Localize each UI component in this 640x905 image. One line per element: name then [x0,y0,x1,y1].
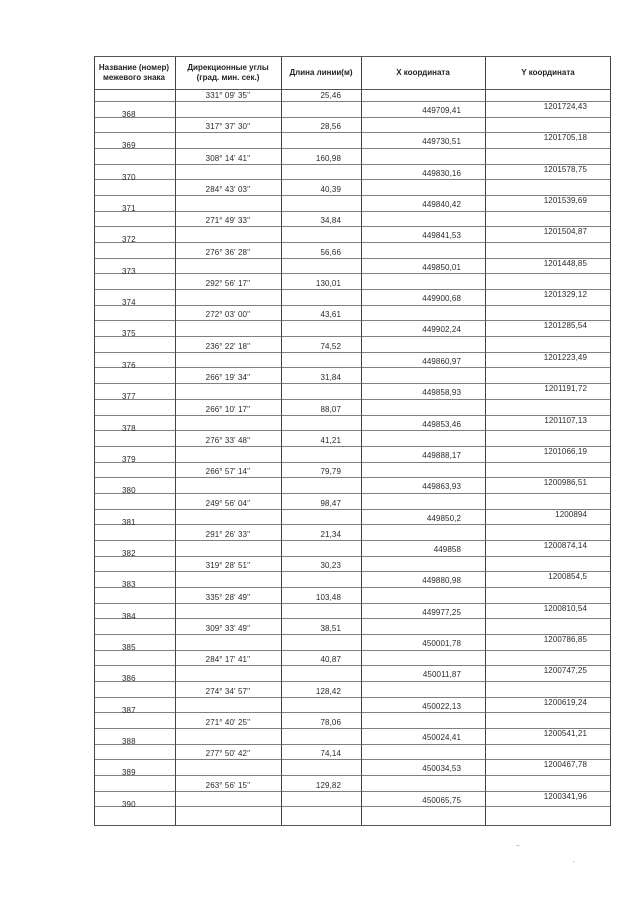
segment-angle: 284° 43' 03'' [205,185,251,194]
segment-angle: 271° 49' 33'' [205,216,251,225]
point-x-coordinate: 449841,53 [422,231,461,240]
point-number: 376 [122,361,136,370]
segment-angle: 266° 10' 17'' [205,405,251,414]
point-y-coordinate: 1201578,75 [543,165,587,174]
point-x-coordinate: 449830,16 [422,169,461,178]
point-y-coordinate: 1201504,87 [543,227,587,236]
segment-angle: 266° 19' 34'' [205,373,251,382]
segment-angle: 317° 37' 30'' [205,122,251,131]
segment-length: 98,47 [320,499,341,508]
table-row-rule [94,556,611,557]
header-x [362,58,484,88]
point-y-coordinate: 1200810,54 [543,604,587,613]
scan-speck: ⸱⸱ [516,843,520,850]
point-x-coordinate: 449880,98 [422,576,461,585]
point-y-coordinate: 1201448,85 [543,259,587,268]
segment-angle: 291° 26' 33'' [205,530,251,539]
segment-angle: 271° 40' 25'' [205,718,251,727]
table-row-rule [94,587,611,588]
table-row-rule [94,273,611,274]
point-x-coordinate: 449900,68 [422,294,461,303]
point-number: 373 [122,267,136,276]
header-length [282,58,360,88]
table-row-rule [94,462,611,463]
segment-length: 88,07 [320,405,341,414]
segment-angle: 319° 28' 51'' [205,561,251,570]
header-name [94,58,174,88]
point-number: 380 [122,486,136,495]
point-x-coordinate: 449709,41 [422,106,461,115]
point-x-coordinate: 450065,75 [422,796,461,805]
point-y-coordinate: 1200541,21 [543,729,587,738]
point-y-coordinate: 1201329,12 [543,290,587,299]
segment-length: 28,56 [320,122,341,131]
table-row-rule [94,618,611,619]
segment-length: 41,21 [320,436,341,445]
segment-angle: 272° 03' 00'' [205,310,251,319]
table-row-rule [94,806,611,807]
point-y-coordinate: 1201539,69 [543,196,587,205]
table-top-rule [94,56,611,57]
segment-length: 78,06 [320,718,341,727]
segment-length: 129,82 [315,781,341,790]
segment-angle: 236° 22' 18'' [205,342,251,351]
point-x-coordinate: 449977,25 [422,608,461,617]
segment-length: 31,84 [320,373,341,382]
segment-length: 21,34 [320,530,341,539]
table-vertical-rule [485,56,486,825]
point-number: 386 [122,674,136,683]
point-number: 371 [122,204,136,213]
point-x-coordinate: 450011,87 [422,670,461,679]
segment-length: 25,46 [320,91,341,100]
segment-length: 74,52 [320,342,341,351]
segment-angle: 249° 56' 04'' [205,499,251,508]
segment-angle: 331° 09' 35'' [205,91,251,100]
point-number: 385 [122,643,136,652]
segment-length: 128,42 [315,687,341,696]
point-number: 384 [122,612,136,621]
point-number: 377 [122,392,136,401]
table-row-rule [94,117,611,118]
point-x-coordinate: 450024,41 [422,733,461,742]
segment-angle: 335° 28' 49'' [205,593,251,602]
point-y-coordinate: 1200874,14 [543,541,587,550]
point-x-coordinate: 450022,13 [422,702,461,711]
segment-angle: 266° 57' 14'' [205,467,251,476]
point-y-coordinate: 1200341,96 [543,792,587,801]
table-row-rule [94,305,611,306]
segment-length: 34,84 [320,216,341,225]
table-row-rule [94,524,611,525]
segment-length: 30,23 [320,561,341,570]
point-x-coordinate: 450001,78 [422,639,461,648]
point-number: 381 [122,518,136,527]
table-row-rule [94,430,611,431]
table-row-rule [94,211,611,212]
point-number: 375 [122,329,136,338]
table-row-rule [94,681,611,682]
header-angle-label: Дирекционные углы (град. мин. сек.) [187,63,269,82]
point-y-coordinate: 1201724,43 [543,102,587,111]
point-y-coordinate: 1201285,54 [543,321,587,330]
point-y-coordinate: 1200747,25 [543,666,587,675]
point-y-coordinate: 1201223,49 [543,353,587,362]
table-row-rule [94,367,611,368]
header-y-label: Y координата [521,68,575,77]
segment-angle: 276° 33' 48'' [205,436,251,445]
point-x-coordinate: 449853,46 [422,420,461,429]
point-y-coordinate: 1201705,18 [543,133,587,142]
point-x-coordinate: 449850,2 [426,514,461,523]
segment-angle: 309° 33' 49'' [205,624,251,633]
point-number: 374 [122,298,136,307]
header-x-label: X координата [396,68,450,77]
scan-speck: ⸳ [573,858,575,865]
table-row-rule [94,493,611,494]
header-y [486,58,610,88]
table-row-rule [94,744,611,745]
point-y-coordinate: 1200619,24 [543,698,587,707]
table-row-rule [94,650,611,651]
point-x-coordinate: 449858,93 [422,388,461,397]
segment-length: 38,51 [320,624,341,633]
table-header-rule [94,89,611,90]
point-number: 388 [122,737,136,746]
segment-length: 79,79 [320,467,341,476]
point-y-coordinate: 1201191,72 [544,384,587,393]
segment-angle: 308° 14' 41'' [205,154,251,163]
table-vertical-rule [94,56,95,825]
segment-angle: 284° 17' 41'' [205,655,251,664]
segment-length: 74,14 [320,749,341,758]
point-number: 382 [122,549,136,558]
point-x-coordinate: 449902,24 [422,325,461,334]
point-number: 372 [122,235,136,244]
point-y-coordinate: 1201107,13 [544,416,587,425]
point-y-coordinate: 1200894 [555,510,587,519]
point-y-coordinate: 1200467,78 [543,760,587,769]
segment-length: 43,61 [320,310,341,319]
table-vertical-rule [361,56,362,825]
point-y-coordinate: 1200786,85 [543,635,587,644]
point-number: 389 [122,768,136,777]
table-row-rule [94,712,611,713]
table-row-rule [94,242,611,243]
point-x-coordinate: 449850,01 [422,263,461,272]
table-vertical-rule [281,56,282,825]
segment-length: 40,39 [320,185,341,194]
header-length-label: Длина линии(м) [289,68,353,77]
point-y-coordinate: 1201066,19 [543,447,587,456]
table-row-rule [94,336,611,337]
point-number: 379 [122,455,136,464]
table-row-rule [94,399,611,400]
point-y-coordinate: 1200854,5 [548,572,587,581]
point-number: 378 [122,424,136,433]
segment-angle: 277° 50' 42'' [205,749,251,758]
header-name-label: Название (номер) межевого знака [98,63,170,82]
segment-length: 130,01 [315,279,341,288]
point-number: 369 [122,141,136,150]
segment-length: 103,48 [315,593,341,602]
point-x-coordinate: 449863,93 [422,482,461,491]
point-number: 368 [122,110,136,119]
segment-angle: 274° 34' 57'' [205,687,251,696]
table-vertical-rule [610,56,611,825]
segment-length: 40,87 [320,655,341,664]
point-number: 390 [122,800,136,809]
point-number: 383 [122,580,136,589]
table-row-rule [94,179,611,180]
table-vertical-rule [175,56,176,825]
header-angle [176,58,280,88]
point-number: 387 [122,706,136,715]
table-row-rule [94,148,611,149]
segment-angle: 263° 56' 15'' [205,781,251,790]
segment-length: 56,66 [320,248,341,257]
point-number: 370 [122,173,136,182]
point-y-coordinate: 1200986,51 [543,478,587,487]
point-x-coordinate: 449858 [433,545,461,554]
point-x-coordinate: 449840,42 [422,200,461,209]
segment-angle: 292° 56' 17'' [205,279,251,288]
point-x-coordinate: 449888,17 [422,451,461,460]
point-x-coordinate: 450034,53 [422,764,461,773]
table-row-rule [94,775,611,776]
table-bottom-rule [94,825,611,826]
segment-angle: 276° 36' 28'' [205,248,251,257]
point-x-coordinate: 449730,51 [422,137,461,146]
segment-length: 160,98 [315,154,341,163]
point-x-coordinate: 449860,97 [422,357,461,366]
